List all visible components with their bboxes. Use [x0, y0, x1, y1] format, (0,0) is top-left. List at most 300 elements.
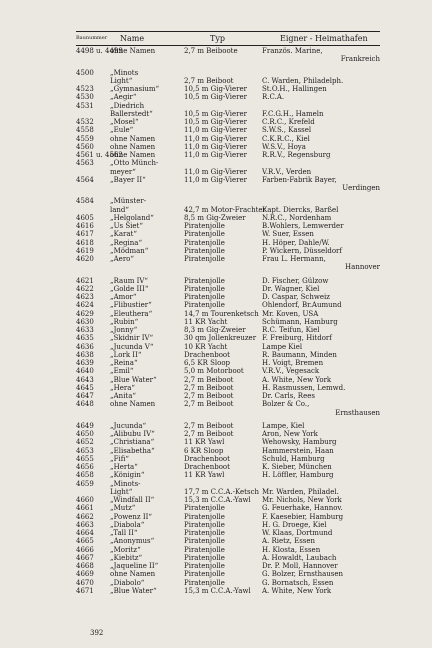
- boat-name: „Aero“: [110, 255, 134, 263]
- boat-name: ohne Namen: [110, 47, 156, 55]
- table-row: [76, 463, 380, 471]
- owner-port: R.R.V., Regensburg: [262, 151, 331, 159]
- owner-port: H. Höper, Dahle/W.: [262, 238, 330, 247]
- table-row: [76, 126, 380, 134]
- boat-type: 6,5 KR Sloop: [184, 359, 231, 367]
- table-row: [76, 430, 380, 438]
- boat-type: Piratenjolle: [184, 578, 225, 587]
- boat-name: „Karat“: [110, 230, 137, 239]
- table-row: [76, 239, 380, 247]
- boat-name: „Diabolo“: [110, 578, 145, 587]
- table-row: [76, 521, 380, 529]
- owner-port: H. Klosta, Essen: [262, 545, 321, 554]
- boat-type: 11,0 m Gig-Vierer: [184, 134, 247, 143]
- build-number: 4647: [76, 392, 94, 400]
- boat-name: „Hera“: [110, 383, 135, 392]
- boat-name: „Kiebitz“: [110, 553, 143, 562]
- build-number: 4649: [76, 421, 94, 430]
- owner-port: Dr. Carls, Rees: [262, 392, 315, 400]
- build-number: 4652: [76, 438, 94, 447]
- boat-register-table: [76, 47, 380, 595]
- boat-type: Piratenjolle: [184, 545, 225, 554]
- build-number: 4648: [76, 400, 94, 409]
- owner-port: H. Löffler, Hamburg: [262, 471, 334, 480]
- boat-name: Light“: [110, 76, 133, 85]
- boat-type: 10,5 m Gig-Vierer: [184, 93, 247, 102]
- header-name: Name: [120, 34, 145, 43]
- owner-port: C.R.C., Krefeld: [262, 118, 315, 126]
- boat-name: „Moritz“: [110, 545, 141, 554]
- table-row: [76, 247, 380, 255]
- owner-port: G. Bornatsch, Essen: [262, 578, 334, 587]
- boat-type: 17,7 m C.C.A.-Ketsch: [184, 487, 260, 496]
- boat-name: „Windfall II“: [110, 496, 155, 504]
- boat-type: Piratenjolle: [184, 284, 225, 293]
- table-row: [76, 168, 380, 176]
- boat-name: ohne Namen: [110, 134, 156, 143]
- build-number: 4621: [76, 276, 94, 285]
- build-number: 4667: [76, 553, 94, 562]
- table-row: [76, 359, 380, 367]
- owner-port: W. Klaas, Dortmund: [262, 529, 333, 537]
- header-baunummer: Baunummer: [76, 35, 108, 41]
- boat-name: „Otto Münch-: [110, 159, 159, 168]
- build-number: 4640: [76, 367, 94, 376]
- build-number: 4653: [76, 446, 94, 455]
- boat-type: 42,7 m Motor-Frachter: [184, 205, 266, 214]
- table-row: [76, 293, 380, 301]
- boat-type: 11,0 m Gig-Vierer: [184, 167, 247, 176]
- boat-name: „Raum IV“: [110, 276, 149, 285]
- boat-name: „Eleuthera“: [110, 309, 153, 318]
- boat-name: „Bayer II“: [110, 175, 146, 184]
- boat-type: 11 KR Yacht: [184, 317, 228, 326]
- table-row: [76, 47, 380, 55]
- boat-name: „Mutz“: [110, 504, 136, 513]
- boat-type: 11 KR Yawl: [184, 438, 225, 447]
- boat-name: „Minots: [110, 68, 139, 77]
- boat-name: „Tall II“: [110, 529, 138, 537]
- build-number: 4584: [76, 197, 94, 206]
- owner-port: Dr. P. Moll, Hannover: [262, 562, 338, 570]
- owner-port: St.O.H., Hallingen: [262, 85, 327, 93]
- owner-port: Ohlendorf, Br.Aumund: [262, 301, 342, 310]
- boat-name: „Anonymus“: [110, 537, 155, 546]
- boat-type: 2,7 m Beiboot: [184, 383, 234, 392]
- owner-port: Schümann, Hamburg: [262, 317, 338, 326]
- boat-type: 10,5 m Gig-Vierer: [184, 118, 247, 126]
- boat-name: „Gymnasium“: [110, 85, 160, 93]
- boat-type: Drachenboot: [184, 454, 230, 463]
- owner-port: R.C. Teifun, Kiel: [262, 326, 320, 334]
- table-row: [76, 143, 380, 151]
- boat-type: 10,5 m Gig-Vierer: [184, 85, 247, 93]
- boat-name: „Reina“: [110, 359, 138, 367]
- owner-port: B.Wohlers, Lemwerder: [262, 222, 344, 230]
- table-row: [76, 222, 380, 230]
- table-row: [76, 351, 380, 359]
- boat-name: „Königin“: [110, 471, 145, 480]
- boat-type: 5,0 m Motorboot: [184, 367, 244, 376]
- boat-name: land“: [110, 205, 129, 214]
- owner-port: Hammerstein, Haan: [262, 446, 334, 455]
- owner-port: F. Kaesebier, Hamburg: [262, 512, 344, 521]
- table-row: [76, 471, 380, 479]
- table-row: [76, 546, 380, 554]
- boat-name: ohne Namen: [110, 400, 156, 409]
- build-number: 4563: [76, 159, 94, 168]
- boat-name: „Blue Water“: [110, 375, 157, 384]
- table-row: [76, 176, 380, 184]
- owner-port: K. Sieber, München: [262, 463, 332, 471]
- table-row: [76, 318, 380, 326]
- table-row: [76, 310, 380, 318]
- boat-type: Piratenjolle: [184, 553, 225, 562]
- owner-port: C. Warden, Philadelph.: [262, 76, 344, 85]
- boat-type: Piratenjolle: [184, 570, 225, 579]
- build-number: 4624: [76, 301, 94, 310]
- build-number: 4670: [76, 578, 94, 587]
- owner-port: Lampe, Kiel: [262, 421, 305, 430]
- boat-type: Piratenjolle: [184, 293, 225, 301]
- boat-name: „Flibustier“: [110, 301, 152, 310]
- table-row: [76, 392, 380, 400]
- build-number: 4635: [76, 334, 94, 343]
- boat-name: „Diedrich: [110, 101, 145, 110]
- owner-port: A. Howaldt, Laubach: [262, 553, 337, 562]
- owner-port: A. Rietz, Essen: [262, 537, 316, 546]
- owner-port: G. Bolzer, Ernsthausen: [262, 570, 344, 579]
- table-row: [76, 496, 380, 504]
- owner-port: W.S.V., Hoya: [262, 142, 306, 151]
- boat-name: „Jonny“: [110, 326, 138, 334]
- table-row: [76, 587, 380, 595]
- owner-port: V.R.V., Vegesack: [262, 367, 320, 376]
- boat-name: „Lork II“: [110, 350, 142, 359]
- table-row: [76, 422, 380, 430]
- build-number: 4636: [76, 342, 94, 351]
- boat-type: Drachenboot: [184, 350, 230, 359]
- owner-port: Uerdingen: [342, 184, 380, 192]
- boat-type: 30 qm Jollenkreuzer: [184, 334, 257, 343]
- owner-port: Frankreich: [340, 55, 380, 64]
- table-row: [76, 77, 380, 85]
- table-row: [76, 102, 380, 110]
- boat-name: „Skidnir IV“: [110, 334, 154, 343]
- build-number: 4639: [76, 359, 94, 367]
- build-number: 4500: [76, 68, 94, 77]
- table-row: [76, 197, 380, 205]
- boat-name: „Alibubu IV“: [110, 430, 155, 438]
- owner-port: C.K.R.C., Kiel: [262, 134, 310, 143]
- build-number: 4630: [76, 317, 94, 326]
- boat-name: „Powenz II“: [110, 512, 152, 521]
- table-row: [76, 455, 380, 463]
- build-number: 4558: [76, 126, 94, 135]
- build-number: 4531: [76, 101, 94, 110]
- table-row: [76, 504, 380, 512]
- table-row: [76, 184, 380, 192]
- owner-port: H. Rasmussen, Lemwd.: [262, 383, 346, 392]
- table-row: [76, 214, 380, 222]
- table-row: [76, 562, 380, 570]
- boat-type: Piratenjolle: [184, 222, 225, 230]
- build-number: 4659: [76, 479, 94, 488]
- owner-port: Wehowsky, Hamburg: [262, 438, 337, 447]
- build-number: 4605: [76, 213, 94, 222]
- boat-name: „Mödman“: [110, 246, 149, 255]
- boat-name: „Mosel“: [110, 118, 139, 126]
- boat-type: 11,0 m Gig-Vierer: [184, 126, 247, 135]
- header-typ: Typ: [210, 34, 225, 43]
- table-row: [76, 537, 380, 545]
- table-row: [76, 438, 380, 446]
- table-row: [76, 367, 380, 375]
- owner-port: Dr. Wagner, Kiel: [262, 284, 320, 293]
- boat-type: 2,7 m Beiboot: [184, 76, 234, 85]
- table-row: [76, 118, 380, 126]
- build-number: 4661: [76, 504, 94, 513]
- table-row: [76, 376, 380, 384]
- build-number: 4629: [76, 309, 94, 318]
- table-row: [76, 579, 380, 587]
- table-row: [76, 343, 380, 351]
- boat-type: 11,0 m Gig-Vierer: [184, 175, 247, 184]
- boat-name: „Regina“: [110, 238, 143, 247]
- owner-port: D. Fischer, Gülzow: [262, 276, 329, 285]
- boat-type: Piratenjolle: [184, 504, 225, 513]
- owner-port: S.W.S., Kassel: [262, 126, 312, 135]
- table-row: [76, 326, 380, 334]
- boat-type: 2,7 m Beiboot: [184, 392, 234, 400]
- table-row: [76, 206, 380, 214]
- boat-name: „Aegir“: [110, 93, 137, 102]
- build-number: 4668: [76, 562, 94, 570]
- build-number: 4655: [76, 454, 94, 463]
- boat-name: „Amor“: [110, 293, 137, 301]
- boat-type: Piratenjolle: [184, 520, 225, 529]
- owner-port: P. Wickern, Düsseldorf: [262, 246, 342, 255]
- boat-name: ohne Namen: [110, 142, 156, 151]
- boat-name: „Diabola“: [110, 520, 145, 529]
- build-number: 4620: [76, 255, 94, 263]
- build-number: 4660: [76, 496, 94, 504]
- table-row: [76, 110, 380, 118]
- boat-type: Piratenjolle: [184, 246, 225, 255]
- boat-type: Piratenjolle: [184, 301, 225, 310]
- boat-type: 2,7 m Beiboot: [184, 421, 234, 430]
- boat-type: Piratenjolle: [184, 529, 225, 537]
- table-row: [76, 85, 380, 93]
- boat-type: 8,3 m Gig-Zweier: [184, 326, 246, 334]
- table-row: [76, 151, 380, 159]
- table-row: [76, 263, 380, 271]
- table-row: [76, 277, 380, 285]
- boat-name: meyer“: [110, 167, 136, 176]
- table-row: [76, 447, 380, 455]
- boat-name: „Jucunda V“: [110, 342, 154, 351]
- build-number: 4530: [76, 93, 94, 102]
- boat-name: ohne Namen: [110, 151, 156, 159]
- owner-port: W. Suer, Essen: [262, 230, 314, 239]
- table-row: [76, 480, 380, 488]
- build-number: 4666: [76, 545, 94, 554]
- boat-type: 2,7 m Beiboot: [184, 400, 234, 409]
- owner-port: G. Feuerhake, Hannov.: [262, 504, 343, 513]
- table-row: [76, 55, 380, 63]
- build-number: 4616: [76, 222, 94, 230]
- build-number: 4650: [76, 430, 94, 438]
- boat-name: „Elisabetha“: [110, 446, 155, 455]
- boat-name: „Emil“: [110, 367, 134, 376]
- table-row: [76, 529, 380, 537]
- owner-port: Mr. Nichols, New York: [262, 496, 342, 504]
- boat-type: 15,3 m C.C.A.-Yawl: [184, 586, 251, 595]
- table-row: [76, 230, 380, 238]
- boat-name: ohne Namen: [110, 570, 156, 579]
- owner-port: Mr. Warden, Philadel.: [262, 487, 339, 496]
- build-number: 4532: [76, 118, 94, 126]
- table-row: [76, 69, 380, 77]
- boat-type: 2,7 m Beiboote: [184, 47, 238, 55]
- owner-port: Kapt. Diercks, Barßel: [262, 205, 339, 214]
- boat-type: Drachenboot: [184, 463, 230, 471]
- boat-type: 10 KR Yacht: [184, 342, 228, 351]
- boat-type: 8,5 m Gig-Zweier: [184, 213, 246, 222]
- build-number: 4622: [76, 284, 94, 293]
- boat-type: Piratenjolle: [184, 230, 225, 239]
- boat-type: Piratenjolle: [184, 512, 225, 521]
- build-number: 4665: [76, 537, 94, 546]
- table-row: [76, 400, 380, 408]
- owner-port: Französ. Marine,: [262, 47, 323, 55]
- boat-name: „Münster-: [110, 197, 147, 206]
- build-number: 4561 u. 4562: [76, 151, 123, 159]
- boat-name: „Rubin“: [110, 317, 139, 326]
- boat-name: „Herta“: [110, 463, 138, 471]
- boat-name: „Us Siet“: [110, 222, 143, 230]
- table-header: [76, 31, 380, 46]
- owner-port: Hannover: [345, 263, 380, 272]
- boat-name: „Christiana“: [110, 438, 155, 447]
- build-number: 4564: [76, 175, 94, 184]
- build-number: 4664: [76, 529, 94, 537]
- owner-port: H. Voigt, Bremen: [262, 359, 324, 367]
- boat-type: 2,7 m Beiboot: [184, 430, 234, 438]
- table-row: [76, 513, 380, 521]
- owner-port: V.R.V., Verden: [262, 167, 312, 176]
- boat-name: „Jaqueline II“: [110, 562, 159, 570]
- owner-port: F. Freiburg, Hitdorf: [262, 334, 332, 343]
- owner-port: R.C.A.: [262, 93, 285, 102]
- boat-name: „Fifi“: [110, 454, 129, 463]
- owner-port: Mr. Koven, USA: [262, 309, 319, 318]
- table-row: [76, 488, 380, 496]
- boat-name: „Minots-: [110, 479, 141, 488]
- table-row: [76, 301, 380, 309]
- boat-name: „Blue Water“: [110, 586, 157, 595]
- build-number: 4559: [76, 134, 94, 143]
- build-number: 4633: [76, 326, 94, 334]
- build-number: 4645: [76, 383, 94, 392]
- owner-port: Ernsthausen: [335, 408, 380, 417]
- build-number: 4669: [76, 570, 94, 579]
- owner-port: Aron, New York: [262, 430, 318, 438]
- owner-port: Lampe Kiel: [262, 342, 303, 351]
- boat-type: Piratenjolle: [184, 238, 225, 247]
- build-number: 4617: [76, 230, 94, 239]
- table-row: [76, 285, 380, 293]
- table-row: [76, 384, 380, 392]
- header-owner: Eigner - Heimathafen: [280, 34, 368, 43]
- table-row: [76, 93, 380, 101]
- boat-type: 11,0 m Gig-Vierer: [184, 142, 247, 151]
- owner-port: A. White, New York: [262, 586, 332, 595]
- owner-port: H. G. Droege, Kiel: [262, 520, 327, 529]
- build-number: 4662: [76, 512, 94, 521]
- table-row: [76, 255, 380, 263]
- boat-type: Piratenjolle: [184, 255, 225, 263]
- table-row: [76, 159, 380, 167]
- boat-name: „Golde III“: [110, 284, 149, 293]
- page-number: 392: [90, 629, 104, 637]
- owner-port: Bolzer & Co.,: [262, 400, 310, 409]
- boat-type: 6 KR Sloop: [184, 446, 224, 455]
- boat-type: Piratenjolle: [184, 562, 225, 570]
- owner-port: N.R.C., Nordenham: [262, 213, 332, 222]
- boat-name: Ballerstedt“: [110, 109, 153, 118]
- table-row: [76, 334, 380, 342]
- owner-port: Schuld, Hamburg: [262, 454, 325, 463]
- owner-port: F.C.G.H., Hameln: [262, 109, 324, 118]
- build-number: 4656: [76, 463, 94, 471]
- boat-name: „Jucunda“: [110, 421, 147, 430]
- boat-type: 11 KR Yawl: [184, 471, 225, 480]
- build-number: 4638: [76, 350, 94, 359]
- build-number: 4498 u. 4499: [76, 47, 123, 55]
- boat-type: 2,7 m Beiboot: [184, 375, 234, 384]
- table-row: [76, 554, 380, 562]
- owner-port: D. Caspar, Schweiz: [262, 293, 330, 301]
- owner-port: A. White, New York: [262, 375, 332, 384]
- build-number: 4619: [76, 246, 94, 255]
- build-number: 4560: [76, 142, 94, 151]
- build-number: 4523: [76, 85, 94, 93]
- boat-type: Piratenjolle: [184, 537, 225, 546]
- owner-port: Frau L. Hermann,: [262, 255, 326, 263]
- build-number: 4618: [76, 238, 94, 247]
- boat-name: „Eule“: [110, 126, 134, 135]
- table-row: [76, 135, 380, 143]
- owner-port: R. Baumann, Minden: [262, 350, 337, 359]
- build-number: 4623: [76, 293, 94, 301]
- boat-name: „Helgoland“: [110, 213, 154, 222]
- boat-type: 15,3 m C.C.A.-Yawl: [184, 496, 251, 504]
- boat-type: Piratenjolle: [184, 276, 225, 285]
- table-row: [76, 570, 380, 578]
- boat-name: Light“: [110, 487, 133, 496]
- build-number: 4658: [76, 471, 94, 480]
- build-number: 4643: [76, 375, 94, 384]
- table-row: [76, 409, 380, 417]
- owner-port: Farben-Fabrik Bayer,: [262, 175, 337, 184]
- boat-type: 11,0 m Gig-Vierer: [184, 151, 247, 159]
- boat-type: 14,7 m Tourenketsch: [184, 309, 259, 318]
- build-number: 4663: [76, 520, 94, 529]
- boat-type: 10,5 m Gig-Vierer: [184, 109, 247, 118]
- build-number: 4671: [76, 586, 94, 595]
- boat-name: „Anita“: [110, 392, 136, 400]
